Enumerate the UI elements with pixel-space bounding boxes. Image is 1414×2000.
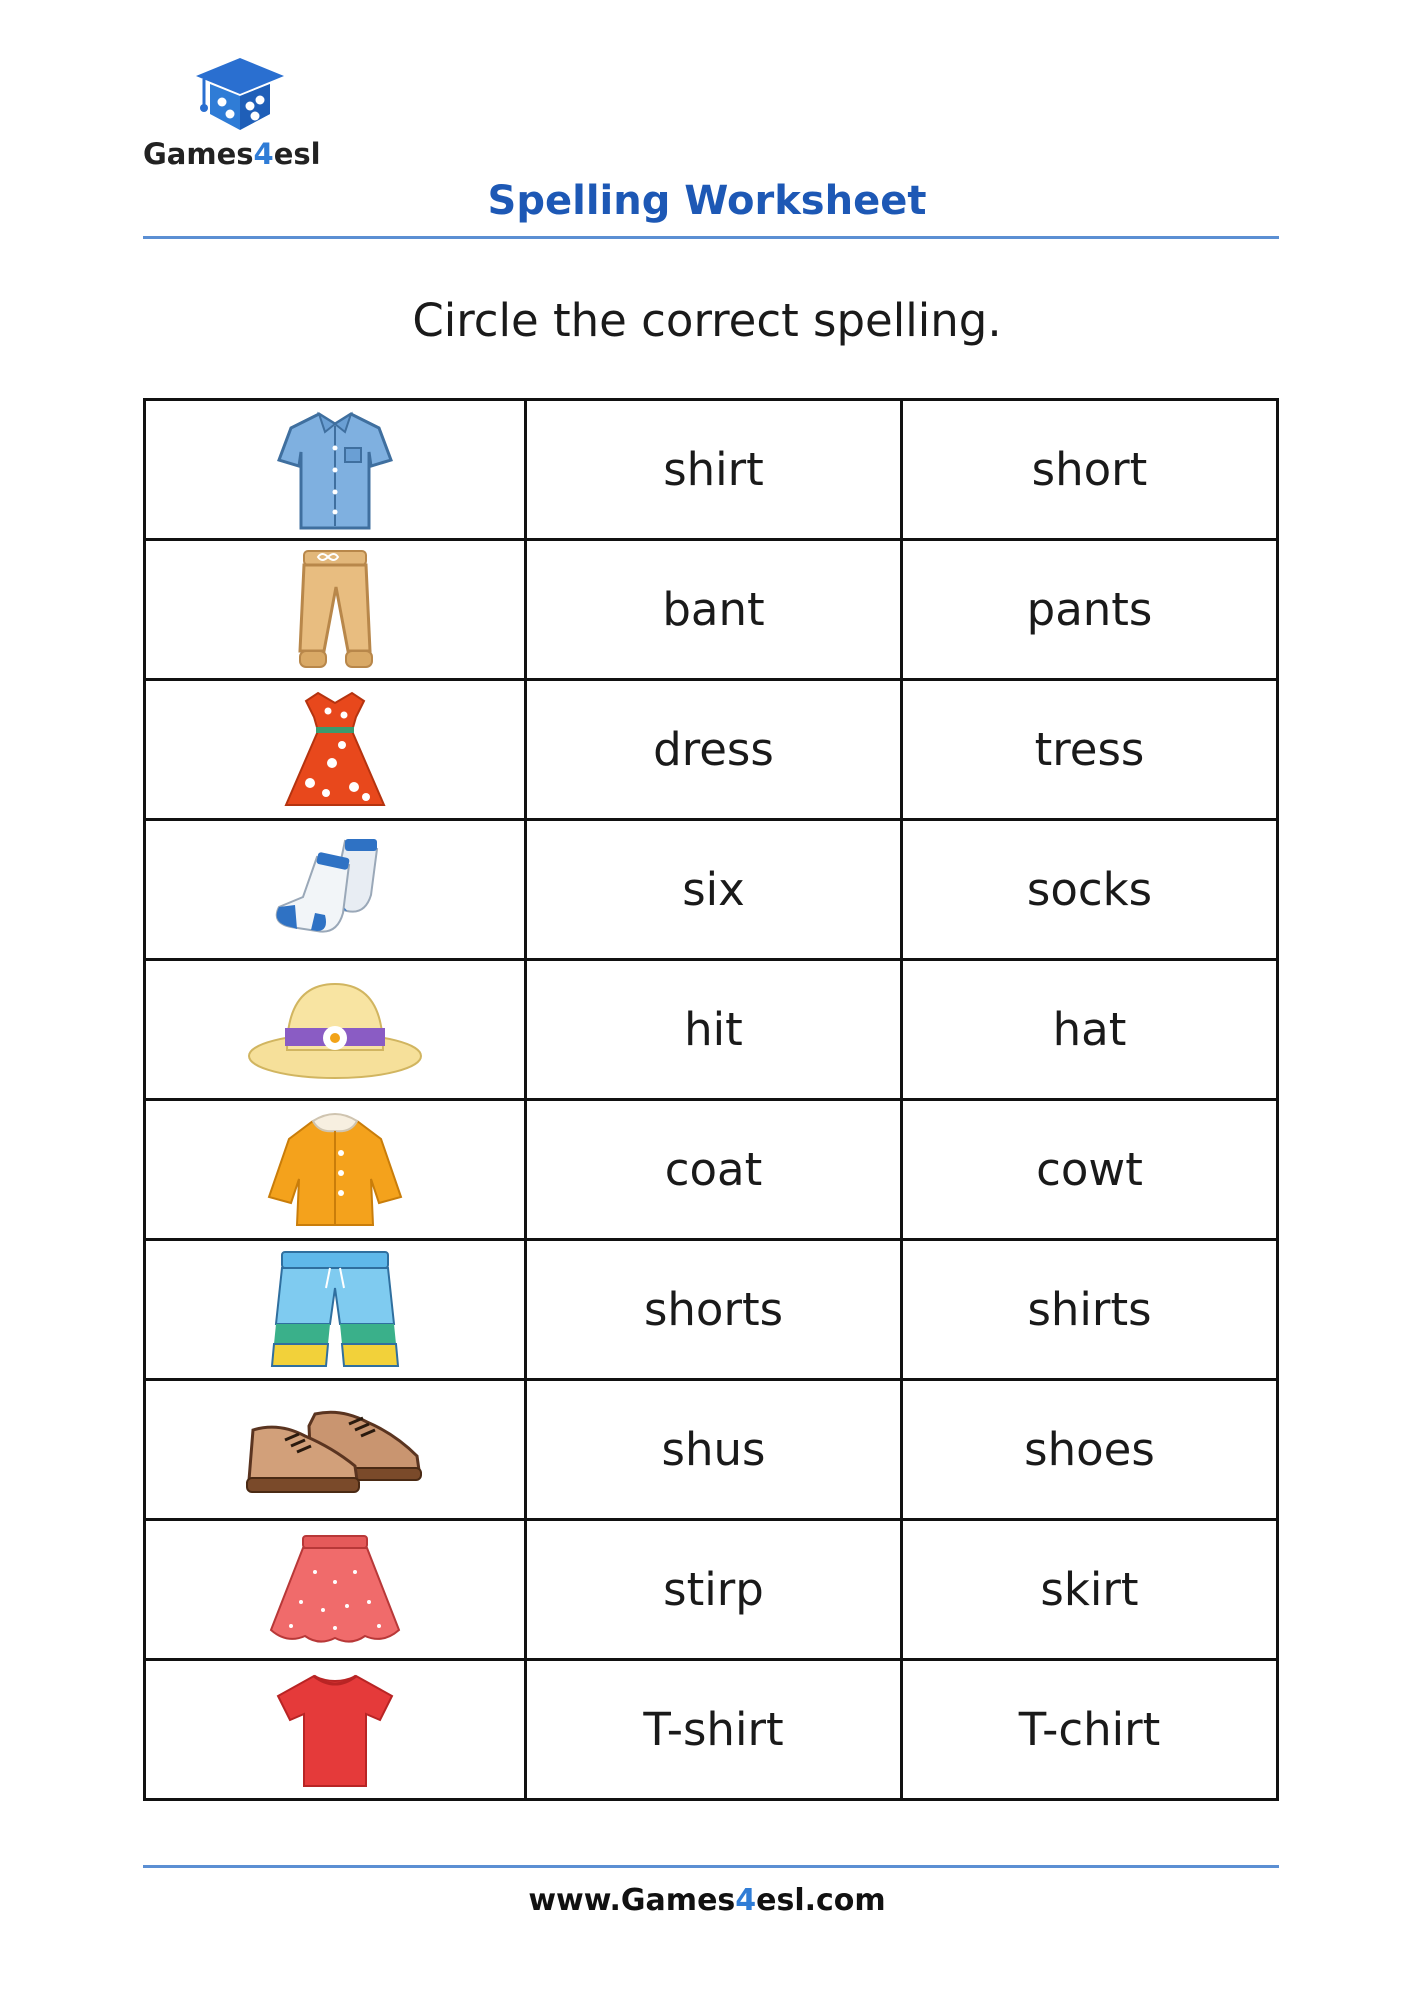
spelling-option-b[interactable]: T-chirt	[902, 1660, 1278, 1800]
shirt-icon	[275, 408, 395, 532]
spelling-option-b[interactable]: short	[902, 400, 1278, 540]
spelling-option-a[interactable]: coat	[526, 1100, 902, 1240]
t-shirt-icon	[270, 1670, 400, 1790]
table-row	[145, 400, 1278, 540]
picture-cell	[145, 400, 526, 540]
games4esl-logo	[140, 56, 360, 176]
coat-icon	[265, 1109, 405, 1231]
spelling-option-b[interactable]: shoes	[902, 1380, 1278, 1520]
table-row	[145, 1520, 1278, 1660]
footer-divider	[143, 1865, 1279, 1868]
table-row	[145, 1240, 1278, 1380]
hat-icon	[247, 978, 423, 1082]
table-row	[145, 540, 1278, 680]
socks-icon	[267, 835, 403, 945]
picture-cell	[145, 1380, 526, 1520]
dress-icon	[280, 687, 390, 813]
spelling-option-a[interactable]: six	[526, 820, 902, 960]
shorts-icon	[270, 1248, 400, 1372]
spelling-option-a[interactable]: hit	[526, 960, 902, 1100]
table-row	[145, 680, 1278, 820]
picture-cell	[145, 1240, 526, 1380]
table-row	[145, 1100, 1278, 1240]
picture-cell	[145, 1100, 526, 1240]
picture-cell	[145, 680, 526, 820]
graduation-cap-dice-icon	[192, 56, 288, 134]
picture-cell	[145, 1660, 526, 1800]
spelling-option-a[interactable]: stirp	[526, 1520, 902, 1660]
spelling-option-a[interactable]: T-shirt	[526, 1660, 902, 1800]
spelling-option-a[interactable]: shirt	[526, 400, 902, 540]
table-row	[145, 820, 1278, 960]
picture-cell	[145, 960, 526, 1100]
spelling-option-b[interactable]: pants	[902, 540, 1278, 680]
page-title: Spelling Worksheet	[487, 178, 927, 224]
spelling-option-a[interactable]: bant	[526, 540, 902, 680]
header-divider	[143, 236, 1279, 239]
table-row	[145, 1380, 1278, 1520]
footer-url[interactable]: www.Games4esl.com	[528, 1883, 886, 1918]
logo-wordmark: Games4esl	[143, 137, 321, 171]
table-row	[145, 960, 1278, 1100]
spelling-option-b[interactable]: hat	[902, 960, 1278, 1100]
spelling-option-b[interactable]: cowt	[902, 1100, 1278, 1240]
spelling-option-b[interactable]: shirts	[902, 1240, 1278, 1380]
table-row	[145, 1660, 1278, 1800]
spelling-table	[143, 398, 1279, 1801]
spelling-option-b[interactable]: skirt	[902, 1520, 1278, 1660]
picture-cell	[145, 540, 526, 680]
pants-icon	[290, 547, 380, 673]
instruction-text: Circle the correct spelling.	[412, 294, 1002, 347]
shoes-icon	[245, 1404, 425, 1496]
spelling-option-a[interactable]: shorts	[526, 1240, 902, 1380]
spelling-option-a[interactable]: dress	[526, 680, 902, 820]
skirt-icon	[265, 1532, 405, 1648]
picture-cell	[145, 820, 526, 960]
spelling-option-a[interactable]: shus	[526, 1380, 902, 1520]
spelling-option-b[interactable]: tress	[902, 680, 1278, 820]
picture-cell	[145, 1520, 526, 1660]
spelling-option-b[interactable]: socks	[902, 820, 1278, 960]
